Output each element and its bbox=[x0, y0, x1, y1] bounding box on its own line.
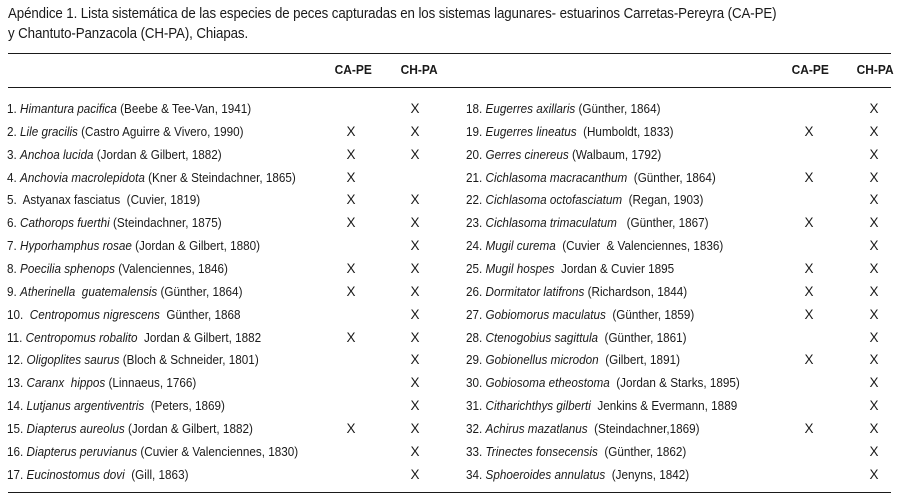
species-name: Cathorops fuerthi bbox=[20, 215, 110, 231]
species-author: Astyanax fasciatus (Cuvier, 1819) bbox=[20, 192, 201, 208]
species-author: (Peters, 1869) bbox=[144, 398, 225, 414]
species-author: (Günther, 1864) bbox=[157, 283, 243, 299]
chpa-presence-mark: X bbox=[869, 215, 879, 231]
species-author: (Günther, 1859) bbox=[605, 306, 695, 322]
chpa-presence-mark: X bbox=[869, 169, 879, 185]
chpa-presence-mark: X bbox=[410, 466, 420, 482]
species-author: (Humboldt, 1833) bbox=[576, 123, 674, 139]
species-name: Gobiosoma etheostoma bbox=[485, 375, 610, 391]
species-entry bbox=[466, 398, 737, 413]
species-number: 8. bbox=[7, 260, 17, 276]
table-row bbox=[0, 467, 897, 490]
species-name: Centropomus robalito bbox=[25, 329, 138, 345]
species-entry bbox=[466, 238, 723, 253]
species-entry bbox=[466, 147, 661, 162]
species-name: Gobionellus microdon bbox=[485, 352, 599, 368]
cape-presence-mark: X bbox=[804, 123, 814, 139]
chpa-presence-mark: X bbox=[410, 398, 420, 414]
species-name: Diapterus peruvianus bbox=[26, 443, 138, 459]
chpa-presence-mark: X bbox=[869, 101, 879, 116]
species-author: Jordan & Gilbert, 1882 bbox=[137, 329, 262, 345]
chpa-presence-mark: X bbox=[410, 123, 420, 139]
chpa-presence-mark: X bbox=[869, 238, 879, 254]
species-number: 12. bbox=[7, 352, 24, 368]
species-author: (Jordan & Gilbert, 1880) bbox=[131, 238, 261, 254]
species-entry bbox=[466, 170, 716, 185]
species-author: (Walbaum, 1792) bbox=[568, 146, 662, 162]
species-name: Trinectes fonsecensis bbox=[485, 443, 598, 459]
species-name: Himantura pacifica bbox=[20, 101, 117, 116]
cape-presence-mark: X bbox=[804, 283, 814, 299]
species-entry bbox=[466, 261, 674, 276]
species-name: Ctenogobius sagittula bbox=[485, 329, 599, 345]
table-row bbox=[0, 421, 897, 444]
chpa-presence-mark: X bbox=[410, 329, 420, 345]
species-name: Anchoa lucida bbox=[20, 146, 94, 162]
species-name: Lile gracilis bbox=[20, 123, 78, 139]
cape-presence-mark: X bbox=[804, 169, 814, 185]
cape-presence-mark: X bbox=[346, 215, 356, 231]
chpa-presence-mark: X bbox=[869, 123, 879, 139]
cape-presence-mark: X bbox=[804, 260, 814, 276]
header-right-chpa: CH-PA bbox=[856, 62, 894, 77]
species-number: 19. bbox=[466, 123, 483, 139]
species-entry bbox=[466, 467, 689, 482]
species-number: 34. bbox=[466, 466, 483, 482]
species-author: (Günther, 1867) bbox=[616, 215, 709, 231]
cape-presence-mark: X bbox=[346, 169, 356, 185]
species-author: (Günther, 1861) bbox=[598, 329, 687, 345]
species-name: Cichlasoma trimaculatum bbox=[485, 215, 617, 231]
cape-presence-mark: X bbox=[346, 146, 356, 162]
chpa-presence-mark: X bbox=[410, 283, 420, 299]
chpa-presence-mark: X bbox=[869, 420, 879, 436]
chpa-presence-mark: X bbox=[410, 101, 420, 116]
species-number: 25. bbox=[466, 260, 483, 276]
species-author: (Günther, 1864) bbox=[575, 101, 661, 116]
species-entry bbox=[466, 444, 686, 459]
chpa-presence-mark: X bbox=[869, 398, 879, 414]
chpa-presence-mark: X bbox=[869, 260, 879, 276]
species-number: 9. bbox=[7, 283, 17, 299]
cape-presence-mark: X bbox=[804, 352, 814, 368]
table-row bbox=[0, 101, 897, 124]
species-name: Achirus mazatlanus bbox=[485, 420, 588, 436]
species-entry bbox=[466, 101, 660, 116]
bottom-rule bbox=[8, 492, 891, 493]
table-row bbox=[0, 444, 897, 467]
species-entry bbox=[466, 421, 700, 436]
cape-presence-mark: X bbox=[804, 306, 814, 322]
species-number: 7. bbox=[7, 238, 17, 254]
species-number: 11. bbox=[7, 329, 23, 345]
species-number: 14. bbox=[7, 398, 24, 414]
table-caption bbox=[8, 5, 826, 44]
species-name: Mugil curema bbox=[485, 238, 556, 254]
species-name: Oligoplites saurus bbox=[26, 352, 120, 368]
species-author: (Kner & Steindachner, 1865) bbox=[144, 169, 296, 185]
table-row bbox=[0, 307, 897, 330]
species-author: (Günther, 1862) bbox=[597, 443, 687, 459]
table-row bbox=[0, 261, 897, 284]
species-number: 6. bbox=[7, 215, 17, 231]
species-number: 21. bbox=[466, 169, 483, 185]
species-number: 28. bbox=[466, 329, 483, 345]
chpa-presence-mark: X bbox=[869, 192, 879, 208]
species-number: 15. bbox=[7, 420, 24, 436]
species-number: 1. bbox=[7, 101, 17, 116]
species-entry bbox=[466, 192, 703, 207]
species-name: Lutjanus argentiventris bbox=[26, 398, 145, 414]
cape-presence-mark: X bbox=[346, 283, 356, 299]
chpa-presence-mark: X bbox=[869, 443, 879, 459]
table-row bbox=[0, 284, 897, 307]
chpa-presence-mark: X bbox=[410, 443, 420, 459]
species-author: (Regan, 1903) bbox=[622, 192, 704, 208]
chpa-presence-mark: X bbox=[869, 146, 879, 162]
species-number: 2. bbox=[7, 123, 17, 139]
table-row bbox=[0, 215, 897, 238]
species-name: Dormitator latifrons bbox=[485, 283, 585, 299]
species-number: 10. bbox=[7, 306, 24, 322]
species-number: 13. bbox=[7, 375, 24, 391]
species-entry bbox=[466, 307, 694, 322]
species-name: Eucinostomus dovi bbox=[26, 466, 125, 482]
species-number: 30. bbox=[466, 375, 483, 391]
species-name: Poecilia sphenops bbox=[20, 260, 115, 276]
species-entry bbox=[466, 215, 709, 230]
table-row bbox=[0, 147, 897, 170]
chpa-presence-mark: X bbox=[869, 283, 879, 299]
species-number: 20. bbox=[466, 146, 483, 162]
species-author: (Cuvier & Valenciennes, 1836) bbox=[555, 238, 724, 254]
table-row bbox=[0, 238, 897, 261]
species-entry bbox=[466, 330, 687, 345]
species-number: 29. bbox=[466, 352, 483, 368]
chpa-presence-mark: X bbox=[410, 146, 420, 162]
chpa-presence-mark: X bbox=[410, 306, 420, 322]
species-author: (Gill, 1863) bbox=[124, 466, 189, 482]
cape-presence-mark: X bbox=[346, 123, 356, 139]
species-author: (Jordan & Gilbert, 1882) bbox=[124, 420, 253, 436]
chpa-presence-mark: X bbox=[869, 306, 879, 322]
cape-presence-mark: X bbox=[346, 192, 356, 208]
species-name: Eugerres axillaris bbox=[485, 101, 576, 116]
species-author: Jordan & Cuvier 1895 bbox=[554, 260, 675, 276]
cape-presence-mark: X bbox=[346, 260, 356, 276]
cape-presence-mark: X bbox=[804, 420, 814, 436]
species-author: (Valenciennes, 1846) bbox=[115, 260, 228, 276]
chpa-presence-mark: X bbox=[410, 420, 420, 436]
chpa-presence-mark: X bbox=[869, 466, 879, 482]
species-author: (Jenyns, 1842) bbox=[605, 466, 690, 482]
cape-presence-mark: X bbox=[346, 420, 356, 436]
species-author: (Beebe & Tee-Van, 1941) bbox=[116, 101, 252, 116]
species-number: 5. bbox=[7, 192, 17, 208]
header-left-cape: CA-PE bbox=[334, 62, 372, 77]
species-number: 3. bbox=[7, 146, 17, 162]
species-author: (Steindachner,1869) bbox=[587, 420, 700, 436]
species-name: Caranx hippos bbox=[26, 375, 106, 391]
species-number: 31. bbox=[466, 398, 483, 414]
species-entry bbox=[466, 375, 740, 390]
species-number: 24. bbox=[466, 238, 483, 254]
species-name: Gerres cinereus bbox=[485, 146, 569, 162]
cape-presence-mark: X bbox=[346, 329, 356, 345]
table-row bbox=[0, 398, 897, 421]
species-entry bbox=[466, 124, 673, 139]
species-author: (Gilbert, 1891) bbox=[598, 352, 680, 368]
species-number: 26. bbox=[466, 283, 483, 299]
species-number: 4. bbox=[7, 169, 17, 185]
species-author: (Castro Aguirre & Vivero, 1990) bbox=[77, 123, 244, 139]
species-number: 23. bbox=[466, 215, 483, 231]
species-entry bbox=[466, 284, 687, 299]
species-name: Centropomus nigrescens bbox=[26, 306, 160, 322]
species-author: (Richardson, 1844) bbox=[584, 283, 688, 299]
species-name: Cichlasoma octofasciatum bbox=[485, 192, 623, 208]
chpa-presence-mark: X bbox=[410, 352, 420, 368]
header-right-cape: CA-PE bbox=[791, 62, 829, 77]
table-row bbox=[0, 352, 897, 375]
species-author: (Jordan & Gilbert, 1882) bbox=[93, 146, 222, 162]
table-row bbox=[0, 170, 897, 193]
top-rule bbox=[8, 53, 891, 54]
chpa-presence-mark: X bbox=[410, 215, 420, 231]
species-author: (Cuvier & Valenciennes, 1830) bbox=[137, 443, 299, 459]
caption-line-2: y Chantuto-Panzacola (CH-PA), Chiapas. bbox=[8, 25, 249, 42]
table-row bbox=[0, 192, 897, 215]
species-name: Eugerres lineatus bbox=[485, 123, 577, 139]
species-author: (Günther, 1864) bbox=[627, 169, 716, 185]
chpa-presence-mark: X bbox=[869, 329, 879, 345]
table-row bbox=[0, 330, 897, 353]
species-name: Sphoeroides annulatus bbox=[485, 466, 606, 482]
species-author: (Linnaeus, 1766) bbox=[105, 375, 197, 391]
species-name: Anchovia macrolepidota bbox=[20, 169, 145, 185]
cape-presence-mark: X bbox=[804, 215, 814, 231]
caption-line-1: Apéndice 1. Lista sistemática de las especies de peces capturadas en los sistemas lagunares- estuarinos Carretas-Pereyra (CA-PE) bbox=[8, 6, 777, 22]
species-name: Atherinella guatemalensis bbox=[20, 283, 158, 299]
species-name: Diapterus aureolus bbox=[26, 420, 125, 436]
table-row bbox=[0, 124, 897, 147]
species-author: (Steindachner, 1875) bbox=[109, 215, 222, 231]
species-entry bbox=[466, 352, 680, 367]
species-author: Günther, 1868 bbox=[159, 306, 241, 322]
species-name: Gobiomorus maculatus bbox=[485, 306, 606, 322]
chpa-presence-mark: X bbox=[869, 352, 879, 368]
species-number: 17. bbox=[7, 466, 24, 482]
chpa-presence-mark: X bbox=[410, 192, 420, 208]
species-name: Hyporhamphus rosae bbox=[20, 238, 132, 254]
species-name: Citharichthys gilberti bbox=[485, 398, 591, 414]
species-number: 27. bbox=[466, 306, 483, 322]
chpa-presence-mark: X bbox=[869, 375, 879, 391]
header-rule bbox=[8, 87, 891, 88]
species-author: (Bloch & Schneider, 1801) bbox=[119, 352, 259, 368]
chpa-presence-mark: X bbox=[410, 238, 420, 254]
species-name: Cichlasoma macracanthum bbox=[485, 169, 628, 185]
species-number: 32. bbox=[466, 420, 483, 436]
species-number: 22. bbox=[466, 192, 483, 208]
header-left-chpa: CH-PA bbox=[400, 62, 438, 77]
species-name: Mugil hospes bbox=[485, 260, 555, 276]
species-number: 18. bbox=[466, 101, 483, 116]
species-author: (Jordan & Starks, 1895) bbox=[609, 375, 740, 391]
species-author: Jenkins & Evermann, 1889 bbox=[590, 398, 738, 414]
species-number: 33. bbox=[466, 443, 483, 459]
species-number: 16. bbox=[7, 443, 24, 459]
table-row bbox=[0, 375, 897, 398]
chpa-presence-mark: X bbox=[410, 375, 420, 391]
chpa-presence-mark: X bbox=[410, 260, 420, 276]
